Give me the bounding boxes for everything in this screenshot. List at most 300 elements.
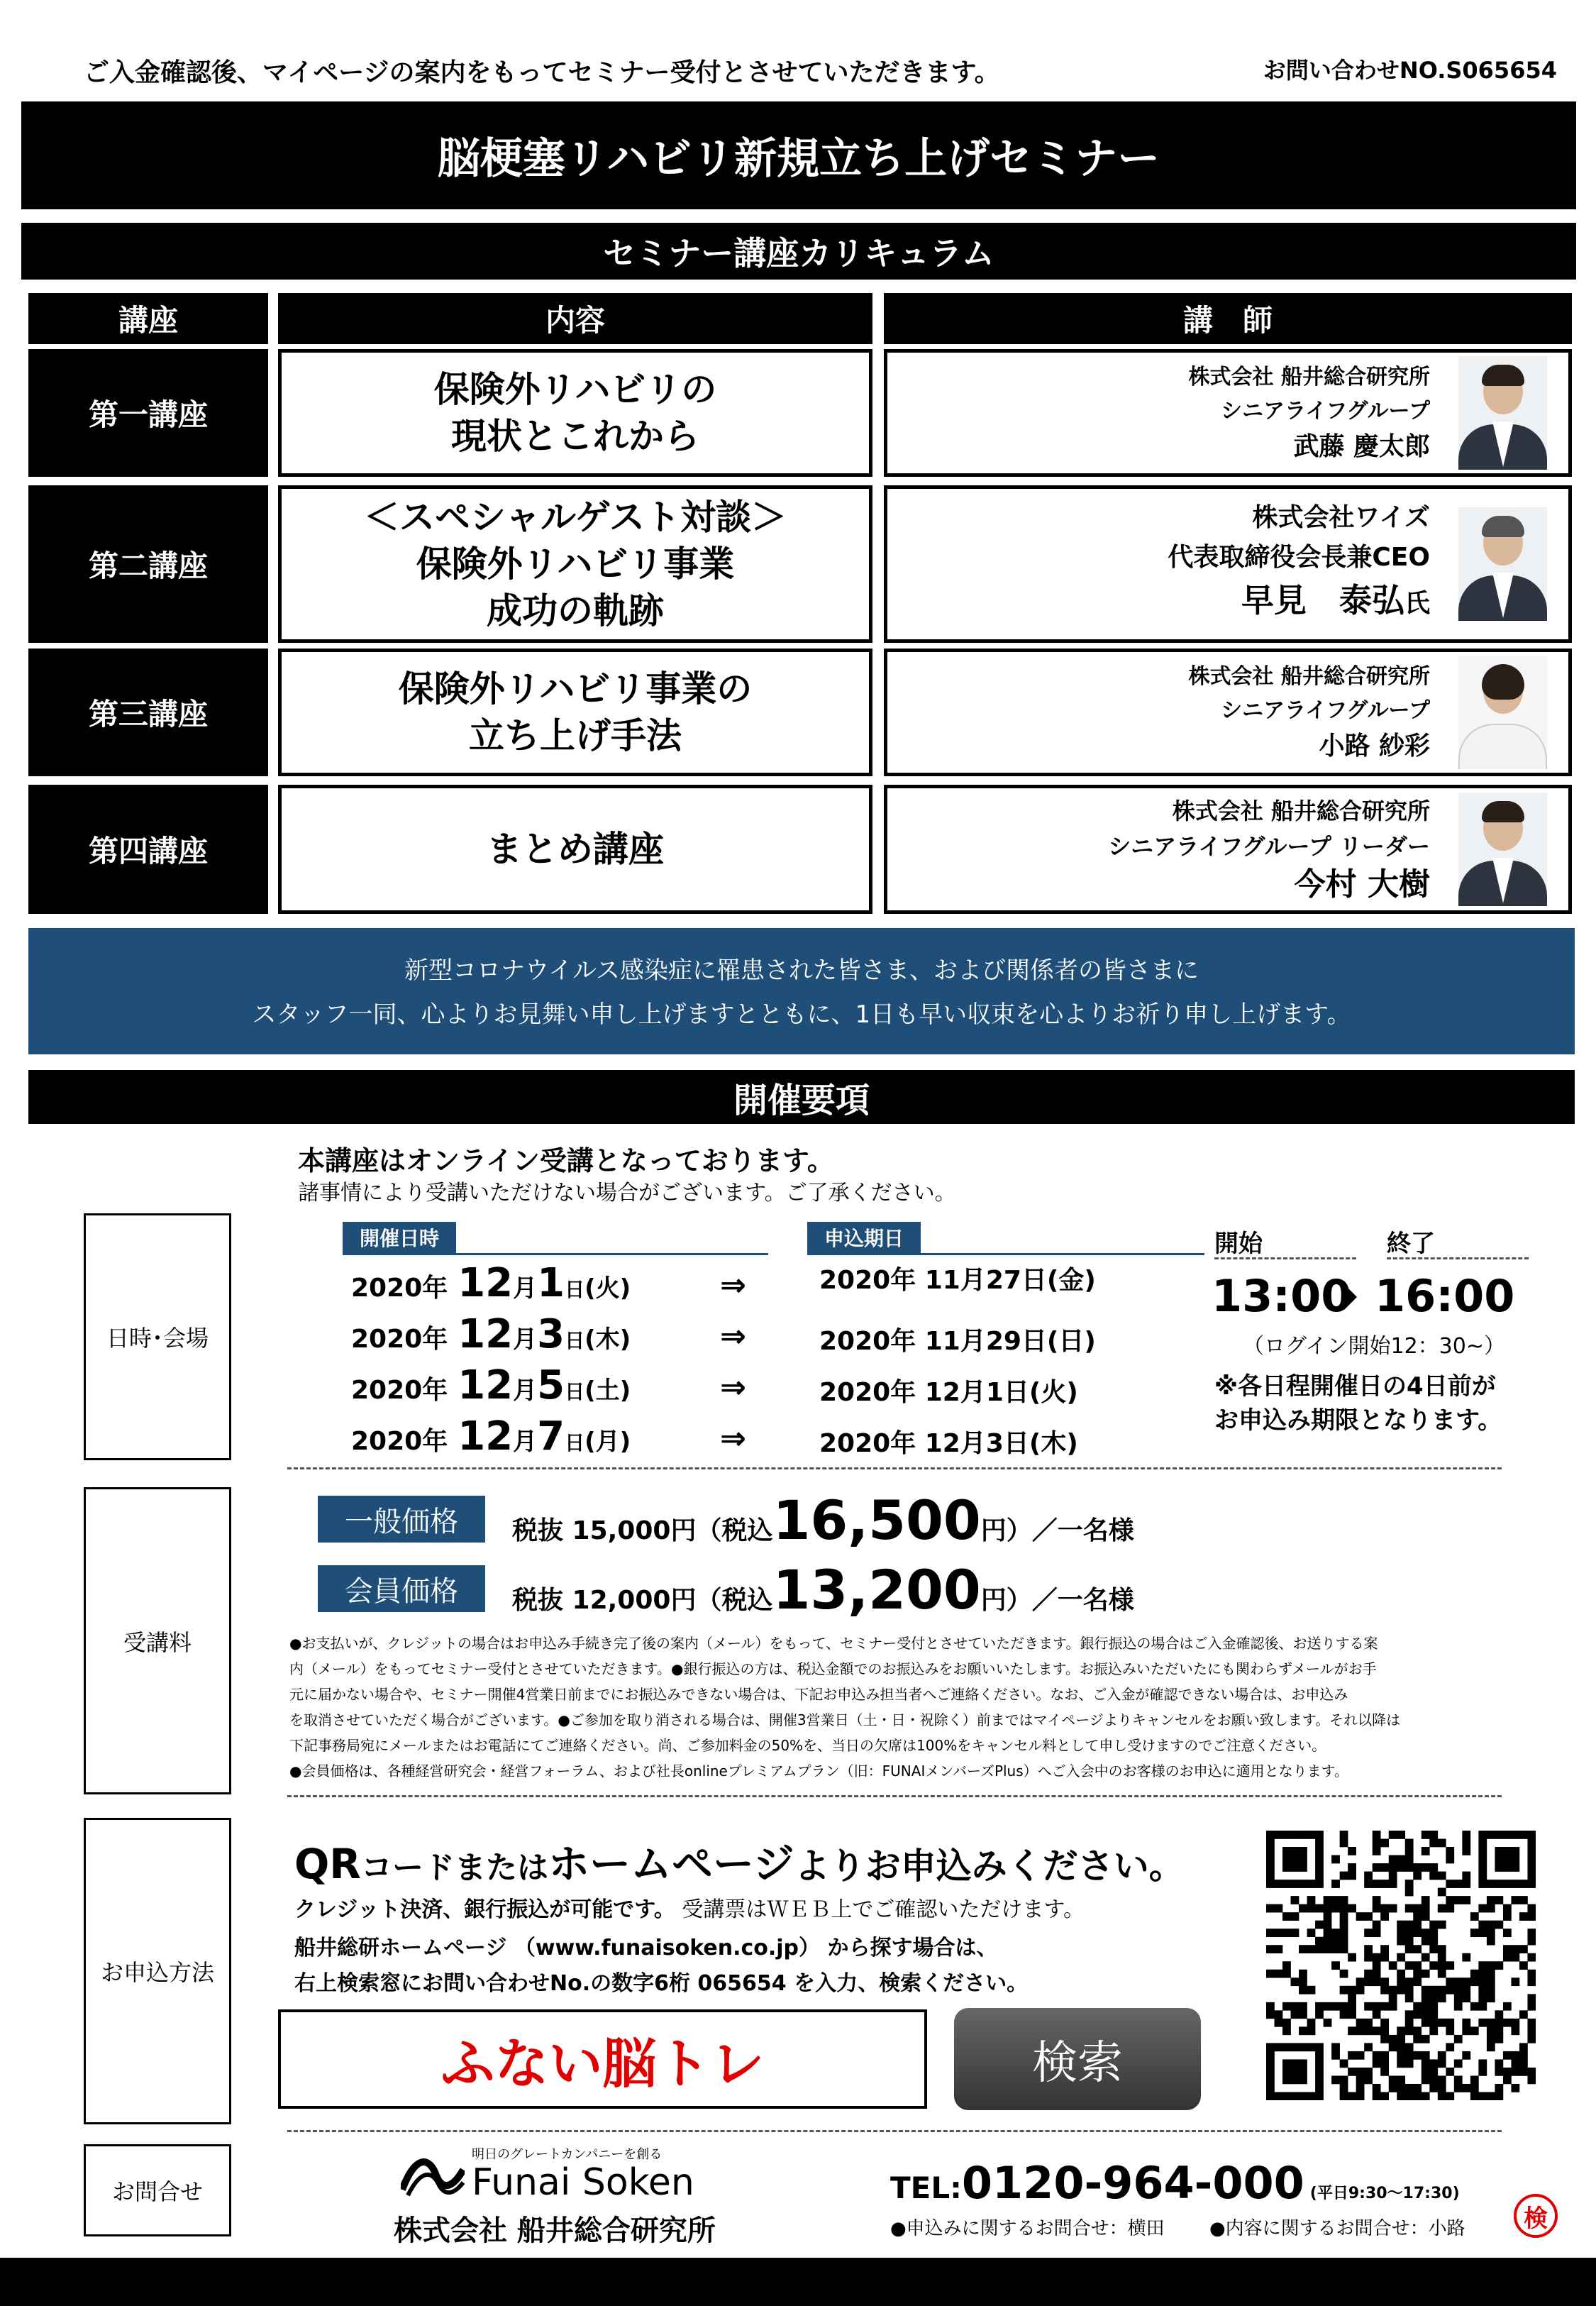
qr-module: [1429, 1929, 1438, 1937]
qr-module: [1299, 1970, 1307, 1978]
lecture-4-label: 第四講座: [28, 785, 268, 914]
qr-module: [1373, 2084, 1381, 2092]
qr-module: [1527, 1839, 1536, 1848]
qr-module: [1422, 1847, 1430, 1855]
content-line: 現状とこれから: [451, 416, 699, 457]
qr-module: [1487, 1937, 1495, 1946]
qr-module: [1389, 1961, 1397, 1970]
qr-module: [1266, 2051, 1275, 2060]
instructor-name: 今村 大樹: [1294, 866, 1430, 903]
qr-module: [1356, 1912, 1365, 1921]
content-line: 保険外リハビリの: [433, 369, 717, 410]
qr-module: [1266, 2059, 1275, 2068]
qr-module: [1487, 1994, 1495, 2002]
details-heading: 開催要項: [28, 1070, 1575, 1124]
qr-module: [1478, 2068, 1487, 2076]
qr-module: [1422, 1904, 1430, 1913]
qr-module: [1307, 1896, 1316, 1904]
qr-module: [1331, 1929, 1340, 1937]
qr-module: [1405, 1937, 1414, 1946]
headline-homepage: ホームページ: [548, 1840, 794, 1888]
qr-module: [1356, 2051, 1365, 2060]
qr-module: [1438, 1986, 1446, 1995]
qr-module: [1413, 2084, 1422, 2092]
qr-module: [1324, 1896, 1332, 1904]
qr-module: [1527, 1970, 1536, 1978]
qr-module: [1438, 2051, 1446, 2060]
note-line: ●お支払いが、クレジットの場合はお申込み手続き完了後の案内（メール）をもって、セミナー受付とさせていただきます。銀行振込の場合はご入金確認後、お送りする案: [289, 1635, 1378, 1652]
apply-line-3: 右上検索窓にお問い合わせNo.の数字6桁 065654 を入力、検索ください。: [294, 1971, 1029, 1996]
day: 1: [537, 1260, 565, 1306]
qr-module: [1397, 1831, 1405, 1839]
content-line: 成功の軌跡: [487, 590, 664, 631]
funai-wave-icon: [401, 2148, 465, 2198]
qr-module: [1462, 1831, 1470, 1839]
instructor-company: 株式会社 船井総合研究所: [1188, 664, 1430, 689]
qr-module: [1291, 2075, 1299, 2084]
qr-module: [1266, 1945, 1275, 1953]
qr-module: [1478, 1970, 1487, 1978]
qr-module: [1380, 2092, 1389, 2100]
qr-module: [1462, 2019, 1470, 2027]
qr-module: [1413, 1863, 1422, 1872]
qr-module: [1503, 1929, 1512, 1937]
instructor-group: シニアライフグループ リーダー: [1108, 833, 1430, 860]
qr-module: [1519, 1880, 1528, 1888]
deadline: 2020年 11月27日(金): [819, 1266, 1096, 1295]
apply-label: お申込方法: [84, 1818, 231, 2124]
qr-module: [1266, 2068, 1275, 2076]
qr-module: [1299, 2068, 1307, 2076]
deadline: 2020年 12月1日(火): [819, 1378, 1078, 1407]
qr-module: [1511, 2068, 1519, 2076]
qr-module: [1429, 1937, 1438, 1946]
qr-module: [1373, 1831, 1381, 1839]
qr-module: [1324, 1937, 1332, 1946]
qr-module: [1315, 1839, 1324, 1848]
deadline-note-2: お申込み期限となります。: [1214, 1406, 1502, 1435]
weekday: (月): [584, 1428, 631, 1456]
qr-module: [1422, 1953, 1430, 1962]
qr-module: [1527, 1937, 1536, 1946]
qr-module: [1478, 2019, 1487, 2027]
qr-module: [1438, 1953, 1446, 1962]
qr-module: [1454, 2035, 1463, 2043]
qr-module: [1429, 2010, 1438, 2019]
search-box[interactable]: [278, 2009, 927, 2109]
qr-module: [1315, 1847, 1324, 1855]
qr-module: [1356, 2026, 1365, 2035]
instructor-name: 早見 泰弘: [1241, 580, 1404, 619]
qr-module: [1373, 2092, 1381, 2100]
qr-module: [1422, 1896, 1430, 1904]
qr-module: [1527, 1904, 1536, 1913]
qr-module: [1470, 1912, 1479, 1921]
qr-module: [1470, 2084, 1479, 2092]
qr-module: [1519, 1961, 1528, 1970]
qr-module: [1397, 2043, 1405, 2051]
qr-module: [1429, 2002, 1438, 2011]
qr-module: [1438, 1904, 1446, 1913]
qr-module: [1291, 1880, 1299, 1888]
qr-module: [1413, 2026, 1422, 2035]
qr-module: [1266, 1831, 1275, 1839]
time-arrow-icon: [1344, 1284, 1357, 1310]
qr-module: [1364, 2075, 1373, 2084]
qr-module: [1413, 1912, 1422, 1921]
qr-module: [1266, 1970, 1275, 1978]
qr-code[interactable]: [1266, 1831, 1536, 2100]
qr-module: [1495, 1880, 1503, 1888]
qr-module: [1470, 2075, 1479, 2084]
qr-module: [1356, 2084, 1365, 2092]
end-label: 終了: [1387, 1230, 1435, 1258]
qr-module: [1380, 1953, 1389, 1962]
qr-module: [1331, 1945, 1340, 1953]
qr-module: [1380, 1839, 1389, 1848]
qr-module: [1356, 2068, 1365, 2076]
qr-module: [1291, 2059, 1299, 2068]
qr-module: [1373, 1921, 1381, 1929]
qr-module: [1348, 1847, 1356, 1855]
qr-module: [1405, 1888, 1414, 1897]
qr-module: [1454, 1994, 1463, 2002]
day-unit: 日: [565, 1329, 585, 1352]
qr-module: [1519, 2059, 1528, 2068]
qr-module: [1413, 1970, 1422, 1978]
qr-module: [1373, 1961, 1381, 1970]
qr-module: [1275, 2092, 1283, 2100]
qr-module: [1389, 1994, 1397, 2002]
qr-module: [1405, 1847, 1414, 1855]
qr-module: [1487, 1970, 1495, 1978]
qr-module: [1331, 2002, 1340, 2011]
qr-module: [1299, 1945, 1307, 1953]
qr-module: [1487, 1880, 1495, 1888]
qr-module: [1397, 2059, 1405, 2068]
qr-module: [1299, 1847, 1307, 1855]
day-unit: 日: [565, 1431, 585, 1455]
qr-module: [1503, 1953, 1512, 1962]
general-price: [512, 1489, 1134, 1552]
qr-module: [1405, 1977, 1414, 1986]
qr-module: [1429, 1986, 1438, 1995]
qr-module: [1340, 1929, 1348, 1937]
qr-module: [1315, 2092, 1324, 2100]
qr-module: [1446, 1977, 1454, 1986]
qr-module: [1266, 2092, 1275, 2100]
qr-module: [1487, 1961, 1495, 1970]
qr-module: [1299, 2010, 1307, 2019]
search-button[interactable]: 検索: [954, 2008, 1201, 2110]
qr-module: [1340, 1831, 1348, 1839]
qr-module: [1511, 2019, 1519, 2027]
qr-module: [1519, 1896, 1528, 1904]
col-content-header: 内容: [278, 293, 872, 344]
qr-module: [1527, 1872, 1536, 1880]
fee-label: 受講料: [84, 1487, 231, 1794]
qr-module: [1364, 1880, 1373, 1888]
col-instructor-header: 講 師: [884, 293, 1572, 344]
qr-module: [1275, 1904, 1283, 1913]
instructor-name: 小路 紗彩: [1319, 732, 1430, 761]
qr-module: [1446, 2043, 1454, 2051]
qr-module: [1364, 1977, 1373, 1986]
qr-module: [1389, 1904, 1397, 1913]
general-price-amount: 16,500: [772, 1489, 981, 1552]
instructor-company: 株式会社ワイズ: [1252, 502, 1430, 532]
qr-module: [1462, 2051, 1470, 2060]
deadline: 2020年 11月29日(日): [819, 1327, 1096, 1356]
qr-module: [1503, 1880, 1512, 1888]
qr-module: [1422, 1937, 1430, 1946]
qr-module: [1413, 1945, 1422, 1953]
qr-module: [1331, 1880, 1340, 1888]
qr-module: [1495, 1896, 1503, 1904]
section-divider: [287, 1795, 1502, 1797]
qr-module: [1462, 1953, 1470, 1962]
lecture-3-label: 第三講座: [28, 649, 268, 776]
qr-module: [1291, 2002, 1299, 2011]
qr-module: [1422, 2051, 1430, 2060]
qr-module: [1315, 2068, 1324, 2076]
qr-module: [1446, 1896, 1454, 1904]
qr-module: [1380, 2026, 1389, 2035]
deadline-note-1: ※各日程開催日の4日前が: [1214, 1372, 1496, 1401]
qr-module: [1307, 1986, 1316, 1995]
qr-module: [1413, 1904, 1422, 1913]
login-time: （ログイン開始12：30~）: [1243, 1334, 1505, 1359]
lecture-2-content: [278, 485, 872, 643]
qr-module: [1478, 1994, 1487, 2002]
qr-module: [1527, 1863, 1536, 1872]
qr-module: [1275, 1970, 1283, 1978]
qr-module: [1462, 1986, 1470, 1995]
qr-module: [1511, 1896, 1519, 1904]
qr-module: [1397, 2026, 1405, 2035]
qr-module: [1364, 1953, 1373, 1962]
qr-module: [1266, 1904, 1275, 1913]
covid-line-2: スタッフ一同、心よりお見舞い申し上げますとともに、1日も早い収束を心よりお祈り申し上げます。: [252, 1000, 1351, 1029]
weekday: (土): [584, 1377, 631, 1405]
inquiry-number: お問い合わせNO.S065654: [1263, 57, 1557, 84]
qr-module: [1446, 1986, 1454, 1995]
year: 2020年: [351, 1274, 448, 1303]
qr-module: [1364, 1872, 1373, 1880]
qr-module: [1405, 1986, 1414, 1995]
qr-module: [1487, 1977, 1495, 1986]
qr-module: [1495, 2059, 1503, 2068]
qr-module: [1373, 1970, 1381, 1978]
covid-line-1: 新型コロナウイルス感染症に罹患された皆さま、および関係者の皆さまに: [404, 956, 1199, 985]
start-time: 13:00: [1212, 1270, 1352, 1322]
qr-module: [1331, 1937, 1340, 1946]
qr-module: [1487, 1929, 1495, 1937]
qr-module: [1348, 1994, 1356, 2002]
arrow: ⇒: [720, 1267, 746, 1303]
tel-number[interactable]: 0120-964-000: [961, 2157, 1304, 2209]
qr-module: [1282, 2092, 1291, 2100]
instructor-title: 代表取締役会長兼CEO: [1168, 542, 1430, 572]
qr-module: [1282, 2068, 1291, 2076]
qr-module: [1495, 2026, 1503, 2035]
day: 3: [537, 1311, 565, 1357]
qr-module: [1291, 1929, 1299, 1937]
qr-module: [1495, 2092, 1503, 2100]
qr-module: [1438, 1921, 1446, 1929]
qr-module: [1348, 2002, 1356, 2011]
qr-module: [1446, 1847, 1454, 1855]
qr-module: [1470, 2026, 1479, 2035]
qr-module: [1340, 1921, 1348, 1929]
instructor-photo: [1458, 656, 1547, 769]
qr-module: [1266, 1855, 1275, 1864]
qr-module: [1495, 1961, 1503, 1970]
qr-module: [1340, 2002, 1348, 2011]
logo-name: Funai Soken: [472, 2161, 694, 2204]
qr-module: [1527, 2026, 1536, 2035]
qr-module: [1478, 2002, 1487, 2011]
dates-list: [351, 1260, 1146, 1464]
payment-notes: [289, 1631, 1509, 1784]
qr-module: [1373, 1977, 1381, 1986]
qr-module: [1503, 2068, 1512, 2076]
content-line: 立ち上げ手法: [469, 715, 682, 756]
qr-module: [1446, 2026, 1454, 2035]
qr-module: [1389, 2043, 1397, 2051]
qr-module: [1446, 1961, 1454, 1970]
member-price-post: 円）／一名様: [980, 1586, 1134, 1615]
qr-module: [1340, 2059, 1348, 2068]
qr-module: [1389, 1831, 1397, 1839]
qr-module: [1405, 1863, 1414, 1872]
weekday: (木): [584, 1325, 631, 1354]
online-note: 諸事情により受講いただけない場合がございます。ご了承ください。: [298, 1181, 956, 1206]
instructor-photo: [1458, 507, 1547, 621]
qr-module: [1348, 2026, 1356, 2035]
qr-module: [1470, 1929, 1479, 1937]
qr-module: [1291, 1896, 1299, 1904]
qr-module: [1413, 1872, 1422, 1880]
apply-line-1: [294, 1892, 1085, 1923]
qr-module: [1380, 2068, 1389, 2076]
qr-module: [1397, 1953, 1405, 1962]
qr-module: [1315, 2084, 1324, 2092]
qr-module: [1429, 2068, 1438, 2076]
qr-module: [1495, 1847, 1503, 1855]
qr-module: [1478, 1929, 1487, 1937]
qr-module: [1511, 2059, 1519, 2068]
qr-module: [1478, 1831, 1487, 1839]
qr-module: [1527, 2019, 1536, 2027]
qr-module: [1315, 2010, 1324, 2019]
qr-module: [1495, 1855, 1503, 1864]
qr-module: [1462, 1977, 1470, 1986]
qr-module: [1438, 2092, 1446, 2100]
qr-module: [1340, 2084, 1348, 2092]
headline-or: コードまたは: [360, 1850, 548, 1886]
qr-module: [1397, 2035, 1405, 2043]
qr-module: [1331, 1961, 1340, 1970]
qr-module: [1487, 2092, 1495, 2100]
content-contact: ●内容に関するお問合せ：小路: [1209, 2218, 1465, 2239]
qr-module: [1462, 1880, 1470, 1888]
qr-module: [1397, 2084, 1405, 2092]
instructor-photo: [1458, 356, 1547, 470]
qr-module: [1429, 2059, 1438, 2068]
end-time: 16:00: [1375, 1270, 1515, 1322]
qr-module: [1364, 1970, 1373, 1978]
qr-module: [1454, 1896, 1463, 1904]
lecture-3-instructor: [884, 649, 1572, 776]
qr-module: [1438, 2084, 1446, 2092]
qr-module: [1340, 2075, 1348, 2084]
qr-module: [1373, 1847, 1381, 1855]
qr-module: [1511, 2084, 1519, 2092]
qr-module: [1282, 1961, 1291, 1970]
deadline-tag-line: [807, 1253, 1204, 1255]
qr-module: [1470, 1977, 1479, 1986]
search-keyword: ふない脳トレ: [440, 2031, 765, 2095]
note-line: 下記事務局宛にメールまたはお電話にてご連絡ください。尚、ご参加料金の50%を、当日の欠席は100%をキャンセル料として申し受けますのでご注意ください。: [289, 1737, 1326, 1754]
qr-module: [1462, 1896, 1470, 1904]
qr-module: [1380, 1986, 1389, 1995]
qr-module: [1397, 1929, 1405, 1937]
qr-module: [1429, 1994, 1438, 2002]
qr-module: [1438, 2075, 1446, 2084]
qr-module: [1373, 1863, 1381, 1872]
qr-module: [1511, 1847, 1519, 1855]
start-underline: [1214, 1257, 1356, 1259]
qr-module: [1462, 1872, 1470, 1880]
qr-module: [1478, 1863, 1487, 1872]
qr-module: [1454, 1977, 1463, 1986]
qr-module: [1373, 1953, 1381, 1962]
qr-module: [1527, 1831, 1536, 1839]
qr-module: [1413, 2051, 1422, 2060]
qr-module: [1389, 2084, 1397, 2092]
qr-module: [1462, 1839, 1470, 1848]
apply-line-2: 船井総研ホームページ （www.funaisoken.co.jp） から探す場合は、: [294, 1936, 998, 1960]
qr-module: [1380, 2051, 1389, 2060]
qr-module: [1511, 1977, 1519, 1986]
qr-module: [1380, 2002, 1389, 2011]
qr-module: [1429, 2084, 1438, 2092]
qr-module: [1397, 2092, 1405, 2100]
deadline-tag: 申込期日: [807, 1222, 921, 1253]
review-stamp: 検: [1514, 2194, 1558, 2238]
qr-module: [1422, 2002, 1430, 2011]
qr-module: [1389, 1986, 1397, 1995]
qr-module: [1340, 2092, 1348, 2100]
qr-module: [1527, 1855, 1536, 1864]
qr-module: [1438, 1994, 1446, 2002]
qr-module: [1446, 2019, 1454, 2027]
qr-module: [1429, 1921, 1438, 1929]
qr-module: [1527, 2075, 1536, 2084]
qr-module: [1348, 1904, 1356, 1913]
ticket-note: 受講票はＷＥＢ上でご確認いただけます。: [675, 1897, 1085, 1922]
qr-module: [1315, 2043, 1324, 2051]
qr-module: [1331, 2043, 1340, 2051]
instructor-company: 株式会社 船井総合研究所: [1188, 365, 1430, 390]
qr-module: [1356, 1977, 1365, 1986]
qr-module: [1282, 2075, 1291, 2084]
qr-module: [1478, 2059, 1487, 2068]
qr-module: [1364, 2002, 1373, 2011]
qr-module: [1511, 1945, 1519, 1953]
qr-module: [1438, 1961, 1446, 1970]
